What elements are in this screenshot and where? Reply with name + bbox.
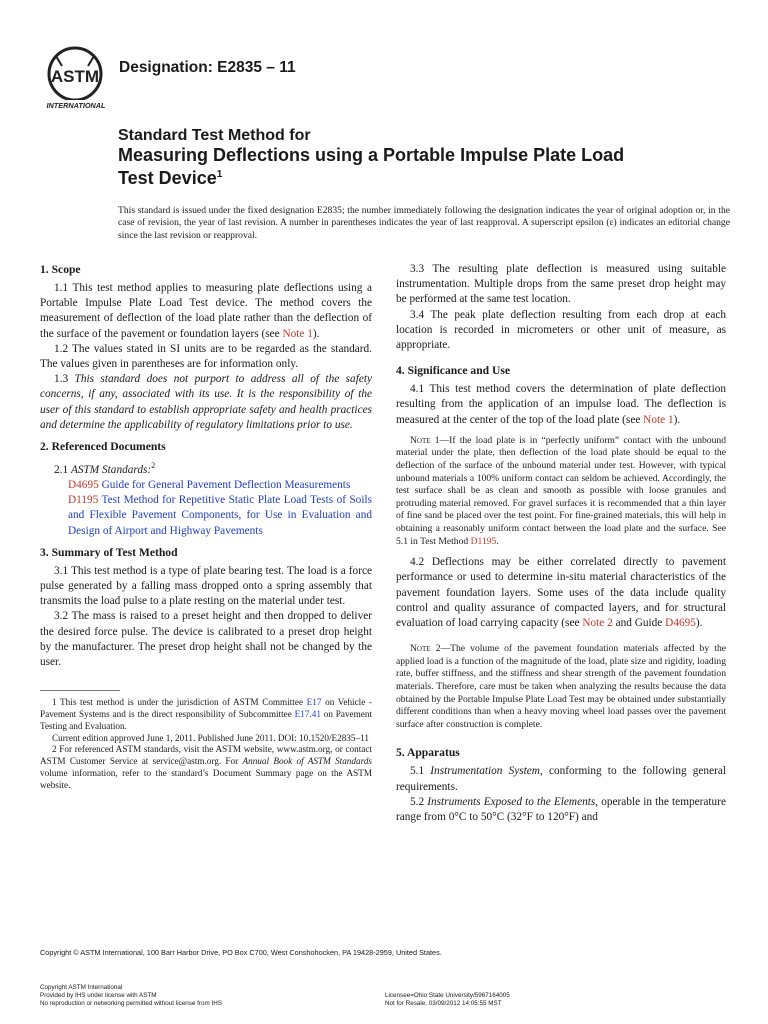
title-text: Measuring Deflections using a Portable Impulse Plate Load Test Device xyxy=(118,145,625,188)
reference-d4695[interactable] xyxy=(54,478,372,493)
license-footer-left: Copyright ASTM International Provided by IHS under license with ASTM No reproduction or networking permitted without license from IHS xyxy=(40,984,222,1007)
section-scope xyxy=(40,262,372,433)
summary-3-1: 3.1 This test method is a type of plate bearing test. The load is a force pulse generated by a falling mass dropped onto a spring assembly that transmits the load pulse to a plate resting on the material under test. xyxy=(40,564,372,608)
ref-title-d4695[interactable]: Guide for General Pavement Deflection Measurements xyxy=(101,479,351,491)
refdocs-2-1: 2.1 ASTM Standards:$^2$ xyxy=(54,461,156,476)
footnote-1: 1 This test method is under the jurisdiction of ASTM Committee E17 on Vehicle - Pavement Systems and is the direct responsibility of Subcommittee E17.41 on Pavement Testing and Evaluation. xyxy=(40,697,373,731)
title-block xyxy=(118,126,718,188)
left-column xyxy=(40,262,372,792)
section-significance xyxy=(396,363,726,731)
license-footer-right: Licensee=Ohio State University/5967164005 Not for Resale, 03/09/2012 14:05:55 MST xyxy=(385,992,510,1007)
link-d4695[interactable]: D4695 xyxy=(665,616,696,629)
summary-continued xyxy=(396,262,726,353)
apparatus-5-2: 5.2 Instruments Exposed to the Elements, operable in the temperature range from 0°C to 50°C (32°F to 120°F) and xyxy=(396,795,726,823)
significance-heading: 4. Significance and Use xyxy=(396,364,511,378)
right-column xyxy=(396,262,726,831)
significance-4-2: 4.2 Deflections may be either correlated directly to pavement performance or used to determine in-situ material characteristics of the pavement foundation layers. Some uses of the data include quality control and quality assurance of compacted layers, and for structural evaluation of load carrying capacity (see Note 2 and Guide D4695). xyxy=(396,556,726,629)
ref-code-d4695[interactable]: D4695 xyxy=(68,479,99,491)
refdocs-heading: 2. Referenced Documents xyxy=(40,440,166,454)
document-title xyxy=(118,145,658,188)
summary-3-4: 3.4 The peak plate deflection resulting from each drop at each location is recorded in micrometers or other unit of measure, as appropriate. xyxy=(396,308,726,352)
summary-3-2: 3.2 The mass is raised to a preset height and then dropped to deliver the desired force pulse. The device is calibrated to a preset drop height by the manufacturer. The preset drop height shall not be changed by the user. xyxy=(40,610,372,669)
astm-logo xyxy=(40,46,112,112)
title-prefix: Standard Test Method for xyxy=(118,127,311,144)
note-1-link-2[interactable]: Note 1 xyxy=(643,413,674,426)
issue-note: This standard is issued under the fixed designation E2835; the number immediately following the designation indicates the year of original adoption or, in the case of revision, the year of last revision. A number in parentheses indicates the year of last reapproval. A superscript epsilon (ε) indicates an editorial change since the last revision or reapproval. xyxy=(118,205,730,241)
section-referenced-documents xyxy=(40,439,372,539)
scope-1-2: 1.2 The values stated in SI units are to be regarded as the standard. The values given in parentheses are for information only. xyxy=(40,342,372,371)
note-1-link[interactable]: Note 1 xyxy=(282,327,313,340)
logo-subtext: INTERNATIONAL xyxy=(46,101,106,110)
footnote-2: 2 For referenced ASTM standards, visit the ASTM website, www.astm.org, or contact ASTM Customer Service at service@astm.org. For Annual Book of ASTM Standards volume information, refer to the standard’s Document Summary page on the ASTM website. xyxy=(40,744,372,790)
logo-text: ASTM xyxy=(50,67,100,86)
astm-logo-mark xyxy=(40,46,112,112)
summary-3-3: 3.3 The resulting plate deflection is measured using suitable instrumentation. Multiple drops from the same preset drop height may be performed at the same test location. xyxy=(396,263,726,306)
section-apparatus xyxy=(396,745,726,825)
scope-1-1: 1.1 This test method applies to measuring plate deflections using a Portable Impulse Plate Load Test device. The method covers the measurement of deflection of the load plate rather than the deflection of the surface of the pavement or foundation layers (see Note 1). xyxy=(40,282,372,340)
section-summary xyxy=(40,545,372,670)
significance-4-1: 4.1 This test method covers the determination of plate deflection resulting from the application of an impulse load. The deflection is measured at the center of the top of the load plate (see Note 1). xyxy=(396,383,726,426)
note-2-link[interactable]: Note 2 xyxy=(582,616,613,629)
apparatus-heading: 5. Apparatus xyxy=(396,746,460,760)
link-e17-41[interactable]: E17.41 xyxy=(294,709,321,720)
ref-title-d1195[interactable]: Test Method for Repetitive Static Plate Load Tests of Soils and Flexible Pavement Components, for Use in Evaluation and Design of Airport and Highway Pavements xyxy=(68,494,372,537)
reference-d1195[interactable] xyxy=(54,493,372,539)
scope-heading: 1. Scope xyxy=(40,263,81,276)
ref-code-d1195[interactable]: D1195 xyxy=(68,494,99,507)
copyright-line: Copyright © ASTM International, 100 Barr Harbor Drive, PO Box C700, West Conshohocken, PA 19428-2959, United States. xyxy=(40,948,442,957)
note-2: Note 2—The volume of the pavement foundation materials affected by the applied load is a function of the magnitude of the load, plate size and rigidity, loading rate, buffer stiffness, and the stiffness and shear strength of the pavement foundation materials. Therefore, care must be taken when analyzing the results because the data obtained by the Portable Impulse Plate Load Test may be obtained under substantially different conditions than when a heavy moving wheel load passes over the pavement surface after construction is complete. xyxy=(396,643,726,730)
footnote-1-edition: Current edition approved June 1, 2011. Published June 2011. DOI: 10.1520/E2835–11 xyxy=(52,732,369,743)
note-1: Note 1—If the load plate is in “perfectly uniform” contact with the unbound material under the plate, then deflection of the load plate should be equal to the deflection of the surface of the unbound material under test. However, with typical unbound materials a 100% uniform contact can seldom be achieved. Accordingly, the test surface shall be as clean and smooth as possible with loose granules and protruding material removed. For gravel surfaces it is recommended that a thin layer of fine sand be placed over the test point. For fine-grained materials, this will help in obtaining a reasonably uniform contact between the load plate and the surface. See 5.1 in Test Method D1195. xyxy=(396,434,726,547)
apparatus-5-1: 5.1 Instrumentation System, conforming to the following general requirements. xyxy=(396,765,727,793)
scope-1-3: 1.3 This standard does not purport to address all of the safety concerns, if any, associated with its use. It is the responsibility of the user of this standard to establish appropriate safety and health practices and determine the applicability of regulatory limitations prior to use. xyxy=(40,373,372,431)
summary-heading: 3. Summary of Test Method xyxy=(40,545,178,559)
title-footnote-mark: 1 xyxy=(216,169,223,180)
footnotes-divider xyxy=(40,690,120,697)
link-e17[interactable]: E17 xyxy=(306,697,322,708)
link-d1195[interactable]: D1195 xyxy=(470,535,497,547)
designation: Designation: E2835 – 11 xyxy=(119,59,296,76)
